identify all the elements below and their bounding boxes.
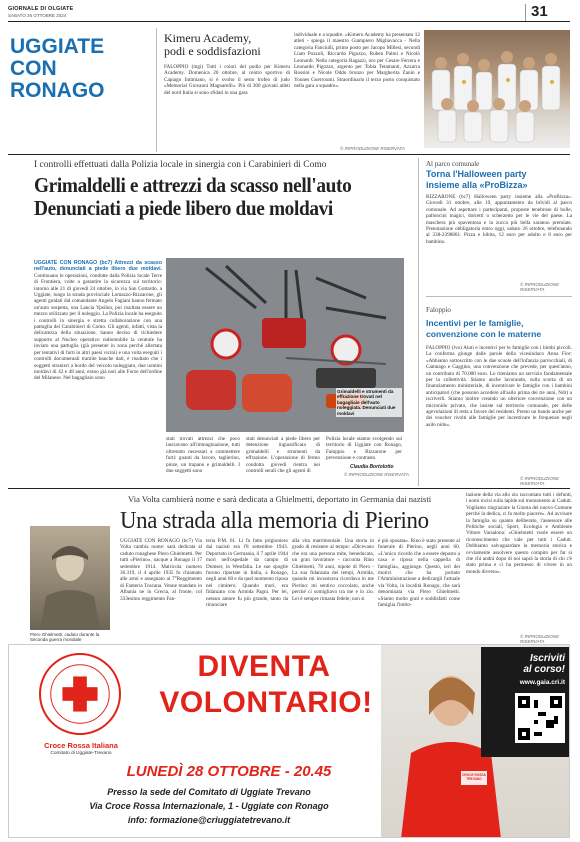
section-rule <box>8 154 570 155</box>
seized-tools-photo <box>166 258 404 432</box>
kimeru-title: Kimeru Academy, podi e soddisfazioni <box>164 31 261 58</box>
main-headline: Grimaldelli e attrezzi da scasso nell'auto Denunciati a piede libero due moldavi <box>34 173 352 220</box>
main-credit: © RIPRODUZIONE RISERVATA <box>344 472 409 477</box>
ad-info-3: info: formazione@criuggiatetrevano.it <box>127 815 291 825</box>
main-lead: UGGIATE CON RONAGO (bc7) Attrezzi da scasso nell'auto, denunciati a piede libero due moldavi. <box>34 260 162 273</box>
section-tag-line1: UGGIATE <box>10 35 105 58</box>
pierino-headline: Una strada alla memoria di Pierino <box>120 508 429 534</box>
section-rule <box>8 488 570 489</box>
qr-code-icon[interactable] <box>515 693 565 743</box>
photo-caption: Grimaldelli e strumenti da effrazione trovati nel bagagliaio dell'auto noleggiata. Denunciati due moldavi <box>336 388 402 417</box>
volunteer-photo <box>381 645 570 838</box>
main-col1: UGGIATE CON RONAGO (bc7) Attrezzi da scasso nell'auto, denunciati a piede libero due moldavi. Continuano le operazioni, condotte dalla Polizia locale Terre di Frontiera, volte a garantire la sicurezza sul territorio: intorno alle 21 di giovedì 24 ottobre, in via San Gottardo, a Uggiate, lungo la strada provinciale Lomazzo-Bizzarone, gli agenti guidati dal comandante Angelo Fagiani hanno fermato un'auto sospetta, una Lancia Ypsilon, poi risultata essere un mezzo utilizzato per il noleggio. La Polizia locale ha eseguito i controlli in sinergia e stretta collaborazione con una pattuglia dei Carabinieri di Como. Gli agenti, infatti, vista la delicatezza della situazione, hanno deciso di richiedere supporto al Nucleo operativo radiomobile la centrale ha inviato una pattuglia (già presente in zona perché allertata per tentativi di furti in altri paesi vicini) e una volta eseguiti i controlli documentali tramite banche dati, è risultato che i soggetti stranieri a bordo del veicolo noleggiato, due uomini moldavi di 42 e 48 anni, erano già noti alle Forze dell'ordine del Milanese. Nel bagagliaio sono <box>34 260 162 382</box>
red-cross-logo <box>39 653 121 735</box>
incentivi-body: FALOPPIO (lvo) Aiuti e incentivi per le famiglie con i bimbi piccoli. La conferma giunge dalle parole della vicesindaco Anna Fior: «Abbiamo sottoscritto con le due scuole dell'infanzia parrocchiali, di Camnago e Gaggino, una convenzione che prevede, per quest'anno, un contributo di 70.000 euro. Lo riteniamo un servizio fondamentale per la collettività. Stiamo anche lavorando, sulla scorta di un finanziamento ministeriale, di incentivare le famiglie con i bambini anticipatori (che possono accedere all'asilo prima dei tre anni, Ndr) a iscriverli. Stiamo inoltre creando un ulteriore convenzione con un micronido privato, che insiste sul territorio comunale, per delle agevolazioni di retta a favore dei residenti. Presto un bando anche per dei voucher rivolti alle famiglie per incentivare le frequenze negli asilo nido». <box>426 345 572 428</box>
pierino-col2: teria P.M. 61. Li fu fatto prigioniero dai nazisti era l'8 settembre 1943. Deportato in Germania, il 7 aprile 1944 morì nell'ospedale da campo di Domser, in Westfalia. Le sue spoglie furono riportate in Italia, a Ronago, negli anni 60 e da quel momento riposa nel cimitero. Quando morì, era fidanzato con Armida Pagni. Per lei, nessun amore fu più grande, tanto da rinunciare <box>206 538 288 609</box>
incentivi-kicker: Faloppio <box>426 306 451 314</box>
divider <box>156 28 157 152</box>
divider <box>525 4 526 22</box>
pierino-col5: lazione della via allo zio raccontato tutti i defunti, i nomi incisi sulla lapide sul monumento ai Caduti. Vogliamo ringraziare la Giunta del nuovo Comune perché la dedica, ci fa molto piacere». Ad avvisare la famiglia su quanto deliberato, l'assessore alle Politiche sociali, Sport, Ecologia e Ambiente Vittore Varsalona: «Ghielmetti vuole essere un riconoscimento che vale per tutti i Caduti. Dobbiamo salvaguardare la memoria storica e ovviamente assolvere questo compito per far sì che chi andrà dopo di noi saprà la storia di chi c'è stato prima e ci ha permesso di vivere in un mondo diverso». <box>466 492 572 575</box>
ghielmetti-portrait <box>30 526 110 630</box>
qr-pattern <box>518 696 562 740</box>
judo-team-photo <box>424 30 570 148</box>
org-sub: Comitato di Uggiate-Trevano <box>50 751 112 756</box>
main-author: Claudia Bortolotto <box>350 464 394 470</box>
red-cross-ad <box>8 644 570 838</box>
main-col4: Polizia locale stanno svolgendo sul territorio di Uggiate con Ronago, Faloppio e Bizzarone per prevenzione e contrasto. <box>326 436 402 462</box>
halloween-body: BIZZARONE (bc7) Halloween party insieme alla «ProBizza». Giovedì 31 ottobre, alle 19, appuntamento da brividi al parco comunale. Ad aspettare i partecipanti, proposte tenebrose di bolle, palloncini magici, dolcetti o scherzetto per le vie del paese. La maschera più spaventosa e la zucca più bella saranno premiate. Prenotazione obbligatoria entro oggi, sabato 26 ottobre, telefonando al 338-2398801. Pizza e bibita, 12 euro per adulto e 8 euro per bambino. <box>426 194 572 245</box>
divider <box>418 158 419 486</box>
org-name: Croce Rossa Italiana <box>44 741 118 750</box>
incentivi-credit: © RIPRODUZIONE RISERVATA <box>520 476 560 486</box>
halloween-kicker: Al parco comunale <box>426 160 480 168</box>
judo-team-figures <box>424 30 570 148</box>
incentivi-title: Incentivi per le famiglie, convenzione con le materne <box>426 318 542 339</box>
pierino-credit: © RIPRODUZIONE RISERVATA <box>520 634 560 644</box>
website-link[interactable]: www.gaia.cri.it <box>519 679 565 686</box>
red-cross-icon <box>41 654 119 734</box>
halloween-title: Torna l'Halloween party insieme alla «ProBizza» <box>426 169 528 190</box>
pierino-col3: alla vita matrimoniale. Una storia in grado di resistere al tempo: «Dicevano che era una persona mite, beneducata, un gran lavoratore - racconta Rino Ghielmetti, 78 anni, nipote di Piero - La sua fidanzata dei tempi, Armida, quando mi incontrava ricordava in me Pierino: mi sentivo coccolato, anche perché ci somigliavo tra me e lo zio. Lei è sempre rimasta fedele; non si <box>292 538 374 602</box>
enroll-badge: Iscriviti al corso! <box>523 653 565 675</box>
main-kicker: I controlli effettuati dalla Polizia locale in sinergia con i Carabinieri di Como <box>34 160 327 170</box>
pierino-kicker: Via Volta cambierà nome e sarà dedicata a Ghielmetti, deportato in Germania dai nazisti <box>128 494 432 504</box>
enroll-panel <box>481 647 569 757</box>
ad-info-1: Presso la sede del Comitato di Uggiate Trevano <box>107 787 311 797</box>
halloween-credit: © RIPRODUZIONE RISERVATA <box>520 282 560 292</box>
ad-headline-1: DIVENTA <box>197 650 331 683</box>
divider <box>426 296 572 297</box>
shirt-text: CROCE ROSSA TREVANO <box>462 773 486 781</box>
section-tag <box>10 36 105 102</box>
pierino-col4: è più sposata». Rino è stato presente al funerale di Pierino, negli anni 60. «L'unico ricordo che a essere deposto a casa e riposa nella cappella di famiglia», aggiunge. Questo, ieri dei motivi che ha portato l'Amministrazione a dedicargli l'attuale via Volta, in località Ronago, che sarà denominata via Piero Ghielmetti. «Siamo molto grati e soddisfatti come famiglia l'intito- <box>378 538 460 609</box>
kimeru-credit: © RIPRODUZIONE RISERVATA <box>340 146 405 151</box>
kimeru-col1: FALOPPIO (mgi) Tutti i colori del podio per Kimeru Academy. Domenica 20 ottobre, al centro sportivo di Capiago Intimiano, si è svolto il sesto trofeo di judo «Memorial Giovanni Magnarelli». Più di 300 giovani atleti del nord Italia si sono sfidati in una gara <box>164 64 290 96</box>
masthead: GIORNALE DI OLGIATE <box>8 6 74 12</box>
ad-headline-2: VOLONTARIO! <box>159 686 373 719</box>
page-number: 31 <box>531 3 548 20</box>
portrait-caption: Piero Ghielmetti, caduto durante la Seconda guerra mondiale <box>30 632 100 643</box>
main-col3: stati denunciati a piede libero per detenzione ingiustificata di grimaldelli e strumenti da effrazione. L'operazione di fermo condotta giovedì rientra nei controlli serali che gli agenti di <box>246 436 320 475</box>
issue-date: SABATO 26 OTTOBRE 2024 <box>8 13 67 18</box>
main-col2: stati trovati attrezzi che poco lasciavano all'immaginazione, tutti oltretutto necessari a commettere furti: guanti da lavoro, taglierino, pinze, un trapano e grimaldelli. I due soggetti sono <box>166 436 240 475</box>
header-rule <box>8 21 570 22</box>
kimeru-col2: individuale e a squadre. «Kimeru Academy ha presentato 12 atleti - spiega il maestro Giampiero Migliavacca - Nella categoria Fanciulli, primo posto per Jacopo Millesi, secondi Liam Pozzoli, Riccardo Pigozzo, Ruben Palmi e Nicolò Leonardi. Nella categoria Ragazzi, oro per Cesare Ferrera e Leonardo Pigozzo, argento per Tobia Tetamanti, Azzurra Rossini e Nicole Oddo bronzo per Margherita Zanin e Younes Guerroumi. Straordinario il terzo posto conquistato nella gara a squadre». <box>294 32 420 90</box>
ad-info-2: Via Croce Rossa Internazionale, 1 - Uggiate con Ronago <box>89 801 329 811</box>
portrait-figure <box>30 526 110 630</box>
section-tag-line2: CON <box>10 57 57 80</box>
section-tag-line3: RONAGO <box>10 79 105 102</box>
ad-date-line: LUNEDÌ 28 OTTOBRE - 20.45 <box>126 763 332 780</box>
pierino-col1: UGGIATE CON RONAGO (bc7) Via Volta cambia nome: sarà dedicata al caduto ronaghese Piero Ghielmetti. Per tutti «Pierino», nacque a Ronago il 17 settembre 1914. Matricola numero 36.319, il 4 aprile 1935 fu chiamato alle armi e assegnato al 7°Reggimento di Fanteria Toscana. Venne mandato in Albania ne in Grecia, al fronte, col 333esimo reggimento Fan- <box>120 538 202 602</box>
